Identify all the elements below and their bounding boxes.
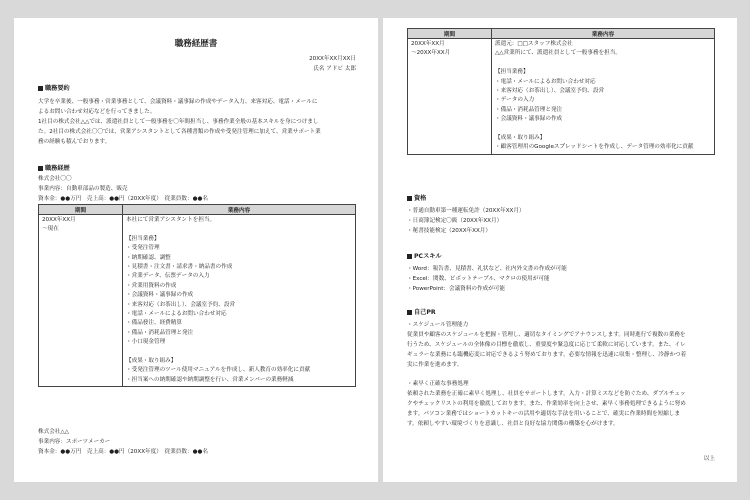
duty-line: ・顧客管理用のGoogleスプレッドシートを作成し、データ管理の効率化に貢献 — [495, 144, 694, 151]
self-pr-section — [407, 308, 715, 429]
date-line: 20XX年XX月XX日 — [309, 56, 356, 62]
duty-line — [495, 125, 711, 134]
self-pr-line: ・素早く正確な事務処理 — [407, 381, 469, 388]
history-section — [38, 164, 356, 387]
self-pr-line: ます。パソコン業務ではショートカットキーの活用や適切な手法を用いることで、確実に作業時間を短縮しま — [407, 411, 681, 418]
self-pr-heading: 自己PR — [407, 308, 715, 318]
company1-capital: 資本金：●●万円 売上高：●●円（20XX年度） 従業員数：●●名 — [38, 196, 208, 202]
content-header: 業務内容 — [123, 205, 356, 215]
self-pr-line: 実に作業を進めます。 — [407, 362, 463, 368]
self-pr-line: す。依頼しやすい環境づくりを意識し、社員と良好な協力関係の構築を心がけます。 — [407, 421, 619, 428]
qualifications-section — [407, 194, 715, 236]
duty-line: ・見積書・注文書・請求書・納品書の作成 — [126, 264, 233, 271]
self-pr-line: ギュラーな業務にも臨機応変に対応できるよう努めております。必要な情報を迅速に収集・整理し、冷静かつ着 — [407, 352, 687, 358]
duty-line: ・会議資料・議事録の作成 — [126, 292, 194, 299]
duty-line: ・受発注管理 — [126, 245, 160, 252]
company2-table — [407, 28, 715, 155]
summary-text — [38, 97, 356, 147]
duty-line: 本社にて営業アシスタントを担当。 — [126, 217, 216, 223]
duty-line: ・来客対応（お茶出し）、会議室予約、設営 — [126, 301, 236, 308]
duty-line: ・来客対応（お茶出し）、会議室予約、設営 — [495, 88, 605, 95]
duty-line: ・会議資料・議事録の作成 — [495, 116, 563, 123]
content-header: 業務内容 — [492, 29, 715, 39]
self-pr-line: クやチェックリストの利用を徹底しております。また、作業効率を向上させ、素早く事務処理できるように努め — [407, 401, 686, 408]
company2-name: 株式会社△△ — [38, 429, 69, 435]
date-name-block — [309, 54, 356, 74]
summary-heading: 職務要約 — [38, 84, 356, 94]
pc-skill-item: ・Word：報告書、見積書、礼状など、社内外文書の作成が可能 — [407, 266, 567, 272]
period-line: 20XX年XX月 — [42, 217, 76, 223]
self-pr-line: ・スケジュール管理能力 — [407, 322, 469, 328]
duty-line: ・納期確認、調整 — [126, 254, 171, 261]
pc-skills-list — [407, 264, 715, 294]
company1-content-cell — [123, 215, 356, 387]
duty-line — [126, 225, 352, 234]
period-line: ～20XX年XX月 — [411, 50, 451, 57]
summary-line: 1社目の株式会社△△では、派遣社員として一般事務を〇年間担当し、事務作業全般の基本スキルを身につけまし — [38, 119, 319, 125]
self-pr-line: 行うため、スケジュールの全体像の目標を徹底し、重要度や緊急度に応じて柔軟に対応しています。また、イレ — [407, 342, 686, 348]
company1-name: 株式会社〇〇 — [38, 176, 72, 182]
duty-line: 【担当業務】 — [126, 235, 160, 242]
summary-line: 大学を卒業後、一般事務・営業事務として、会議資料・議事録の作成やデータ入力、来客対応、電話・メールに — [38, 99, 318, 105]
duty-line — [126, 348, 352, 357]
resume-page-right — [383, 18, 737, 482]
company2-section — [38, 427, 356, 457]
company1-table — [38, 204, 356, 387]
duty-line: ・担当案への納期確認や納期調整を行い、営業メンバーの業務軽減 — [126, 376, 294, 383]
name-line: 氏名 アドビ 太郎 — [313, 66, 356, 72]
self-pr-line: 依頼された業務を正確に素早く処理し、社員をサポートします。入力・計算ミスなどを防ぐため、ダブルチェッ — [407, 391, 686, 398]
company1-business: 事業内容：自動車部品の製造、販売 — [38, 186, 128, 192]
self-pr-line — [407, 370, 715, 379]
period-header: 期間 — [39, 205, 123, 215]
summary-line: た。2社目の株式会社〇〇では、営業アシスタントとして各種書類の作成や受発注管理に加えて、営業サポート業 — [38, 129, 321, 135]
duty-line: 【成果・取り組み】 — [126, 358, 177, 365]
qualification-item: ・秘書技能検定（20XX年XX月） — [407, 228, 491, 234]
duty-line: ・電話・メールによるお問い合わせ対応 — [495, 78, 596, 85]
qualifications-list — [407, 206, 715, 236]
duty-line — [495, 59, 711, 68]
qualifications-heading: 資格 — [407, 194, 715, 204]
self-pr-line: 従業員や顧客のスケジュールを把握・管理し、適切なタイミングでアナウンスします。同時進行で複数の業務を — [407, 332, 686, 338]
duty-line: ・備品・消耗品管理と発注 — [495, 106, 563, 113]
duty-line: △△営業所にて、派遣社員として一般事務を担当。 — [495, 50, 621, 57]
company2-table-section — [407, 28, 715, 155]
duty-line: 派遣元：□□スタッフ株式会社 — [495, 41, 573, 47]
self-pr-text — [407, 320, 715, 429]
company2-period-cell — [408, 39, 492, 155]
closing-mark: 以上 — [703, 456, 715, 462]
duty-line: ・営業用資料の作成 — [126, 282, 177, 289]
duty-line: ・データの入力 — [495, 97, 535, 104]
qualification-item: ・普通自動車第一種運転免許（20XX年XX月） — [407, 208, 525, 214]
pc-skills-section — [407, 252, 715, 294]
resume-page-left — [14, 18, 378, 482]
duty-line: ・電話・メールによるお問い合わせ対応 — [126, 311, 227, 318]
period-header: 期間 — [408, 29, 492, 39]
company2-capital: 資本金：●●万円 売上高：●●円（20XX年度） 従業員数：●●名 — [38, 449, 208, 455]
summary-line: 務の経験も積んでおります。 — [38, 139, 111, 145]
pc-skill-item: ・Excel：関数、ピボットテーブル、マクロの使用が可能 — [407, 276, 550, 282]
period-line: 20XX年XX月 — [411, 41, 445, 47]
company2-business: 事業内容：スポーツメーカー — [38, 439, 111, 445]
duty-line: ・備品・消耗品管理と発注 — [126, 329, 194, 336]
duty-line: ・受発注管理のツール使用マニュアルを作成し、新人教育の効率化に貢献 — [126, 367, 311, 374]
document-title: 職務経歴書 — [174, 39, 218, 49]
period-line: ～現在 — [42, 226, 59, 233]
duty-line: ・備品發注、経費精算 — [126, 320, 182, 327]
summary-line: よるお問い合わせ対応などを行ってきました。 — [38, 109, 156, 115]
duty-line: ・小口現金管理 — [126, 339, 166, 346]
summary-section — [38, 84, 356, 147]
company1-period-cell — [39, 215, 123, 387]
pc-skills-heading: PCスキル — [407, 252, 715, 262]
duty-line: ・営業データ、伝票データの入力 — [126, 273, 210, 280]
history-heading: 職務経歴 — [38, 164, 356, 174]
duty-line: 【担当業務】 — [495, 69, 529, 76]
company2-content-cell — [492, 39, 715, 155]
qualification-item: ・日商簿記検定〇級（20XX年XX月） — [407, 218, 503, 224]
pc-skill-item: ・PowerPoint：会議資料の作成が可能 — [407, 286, 505, 292]
duty-line: 【成果・取り組み】 — [495, 135, 546, 142]
